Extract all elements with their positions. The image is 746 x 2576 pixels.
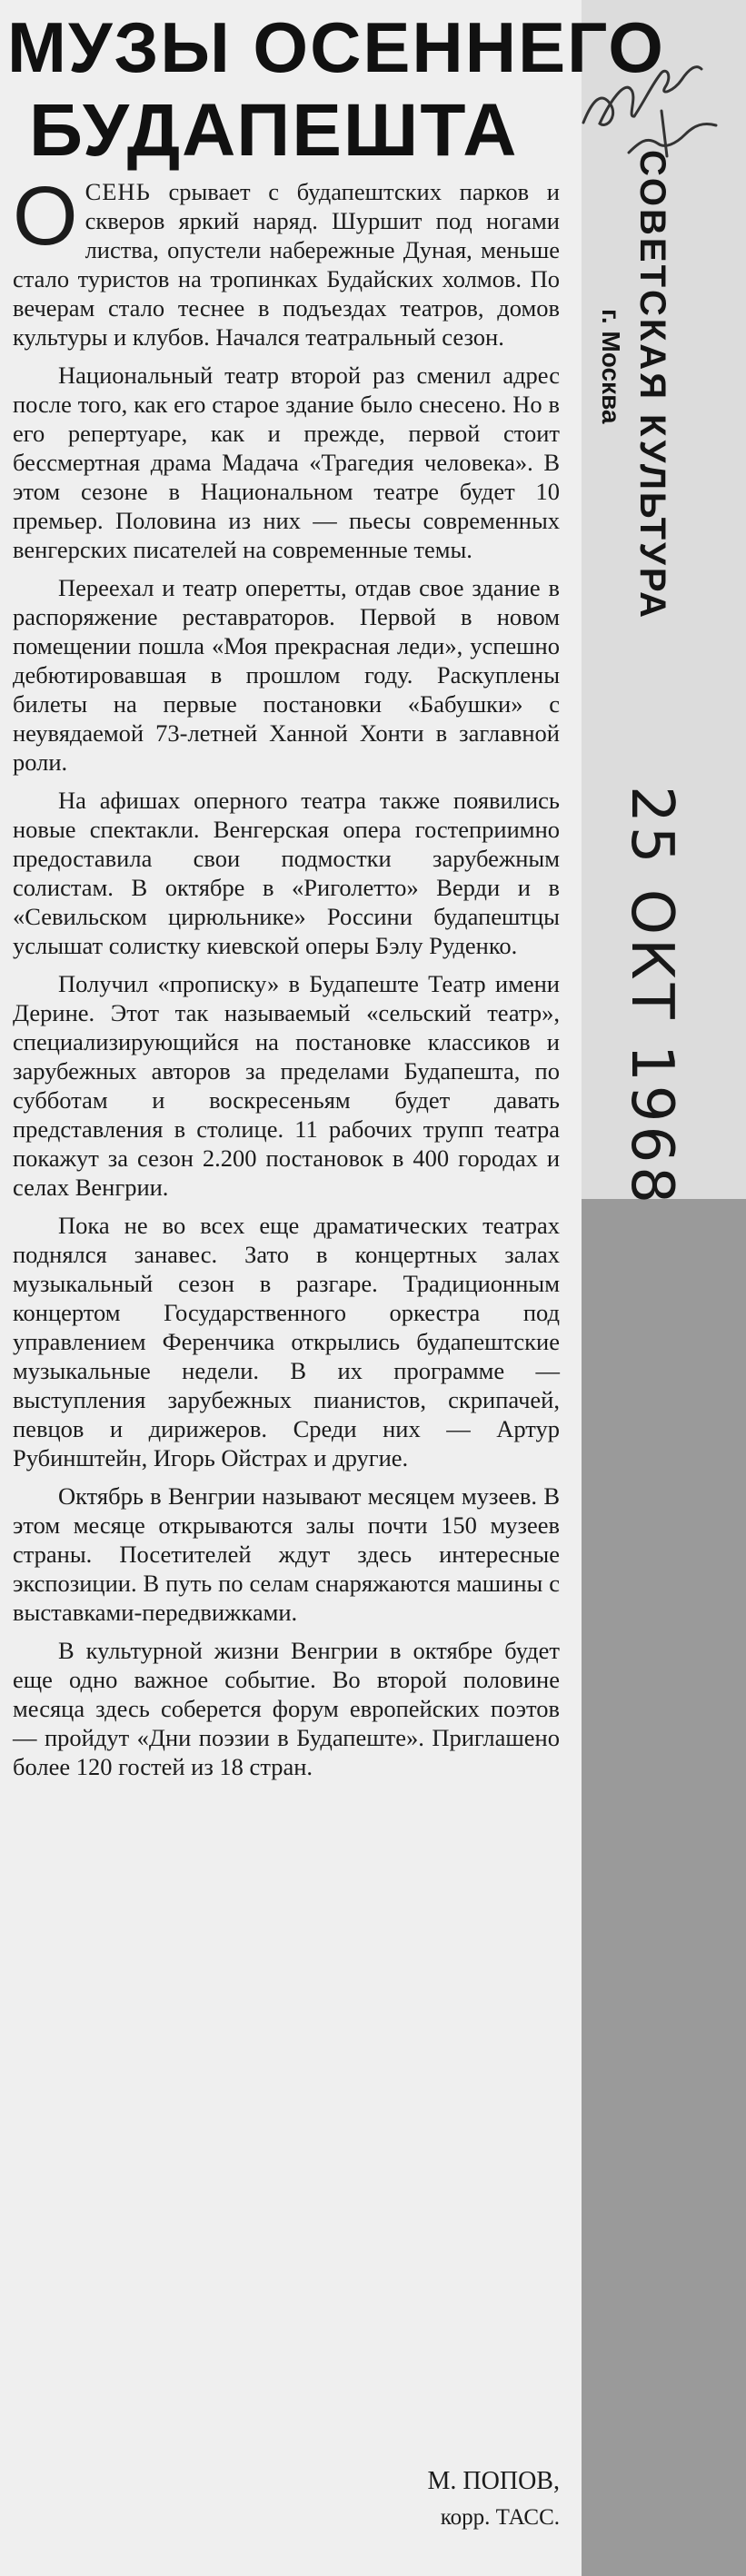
date-stamp: 25 ОКТ 1968 [618, 786, 685, 1207]
headline-line-2: БУДАПЕШТА [29, 89, 519, 172]
background-gray-area [563, 1199, 746, 2576]
author-name: М. ПОПОВ, [427, 2467, 560, 2495]
headline-line-1: МУЗЫ ОСЕННЕГО [7, 7, 665, 87]
paragraph-6: Пока не во всех еще драматических театрах поднялся занавес. Зато в концертных залах музыкальный сезон в разгаре. Традиционным концертом Государственного оркестра под управлением Ференчика открылись будапештские музыкальные недели. В их программе — выступления зарубежных пианистов, скрипачей, певцов и дирижеров. Среди них — Артур Рубинштейн, Игорь Ойстрах и другие. [13, 1212, 560, 1471]
paragraph-3: Переехал и театр оперетты, отдав свое здание в распоряжение реставраторов. Первой в новом помещении пошла «Моя прекрасная леди», успешно дебютировавшая в прошлом году. Раскуплены билеты на первые постановки «Бабушки» с неувядаемой 73-летней Ханной Хонти в заглавной роли. [13, 574, 560, 776]
paragraph-7: Октябрь в Венгрии называют месяцем музеев. В этом месяце открываются залы почти 150 музеев страны. Посетителей ждут здесь интересные экспозиции. В путь по селам снаряжаются машины с выставками-передвижками. [13, 1482, 560, 1626]
article-body [13, 170, 560, 1790]
paragraph-4: На афишах оперного театра также появились новые спектакли. Венгерская опера гостеприимно предоставила свои подмостки зарубежным солистам. В октябре в «Риголетто» Верди и в «Севильском цирюльнике» Россини будапештцы услышат солистку киевской оперы Бэлу Руденко. [13, 787, 560, 959]
city-label: г. Москва [597, 309, 625, 424]
author-role: корр. ТАСС. [440, 2505, 560, 2530]
paragraph-2: Национальный театр второй раз сменил адрес после того, как его старое здание было снесено. Но в его репертуаре, как и прежде, первой стоит бессмертная драма Мадача «Трагедия человека». В этом сезоне в Национальном театре будет 10 премьер. Половина из них — пьесы современных венгерских писателей на современные темы. [13, 362, 560, 563]
drop-cap: О [13, 170, 78, 263]
paragraph-8: В культурной жизни Венгрии в октябре будет еще одно важное событие. Во второй половине месяца здесь соберется форум европейских поэтов — пройдут «Дни поэзии в Будапеште». Приглашено более 120 гостей из 18 стран. [13, 1637, 560, 1780]
newspaper-masthead: СОВЕТСКАЯ КУЛЬТУРА [632, 150, 672, 620]
lead-word: СЕНЬ [85, 178, 151, 205]
paragraph-1 [13, 170, 560, 352]
paragraph-1-text: срывает с будапештских парков и скверов яркий наряд. Шуршит под ногами листва, опустели набережные Дуная, меньше стало туристов на тропинках Будайских холмов. По вечерам стало теснее в подъездах театров, домов культуры и клубов. Начался театральный сезон. [13, 178, 560, 351]
headline [7, 5, 665, 173]
paragraph-5: Получил «прописку» в Будапеште Театр имени Дерине. Этот так называемый «сельский театр», специализирующийся на постановке классиков и зарубежных авторов за пределами Будапешта, по субботам и воскресеньям будет давать представления в столице. 11 рабочих трупп театра покажут за сезон 2.200 постановок в 400 городах и селах Венгрии. [13, 970, 560, 1201]
handwritten-note-scribble [574, 36, 729, 173]
